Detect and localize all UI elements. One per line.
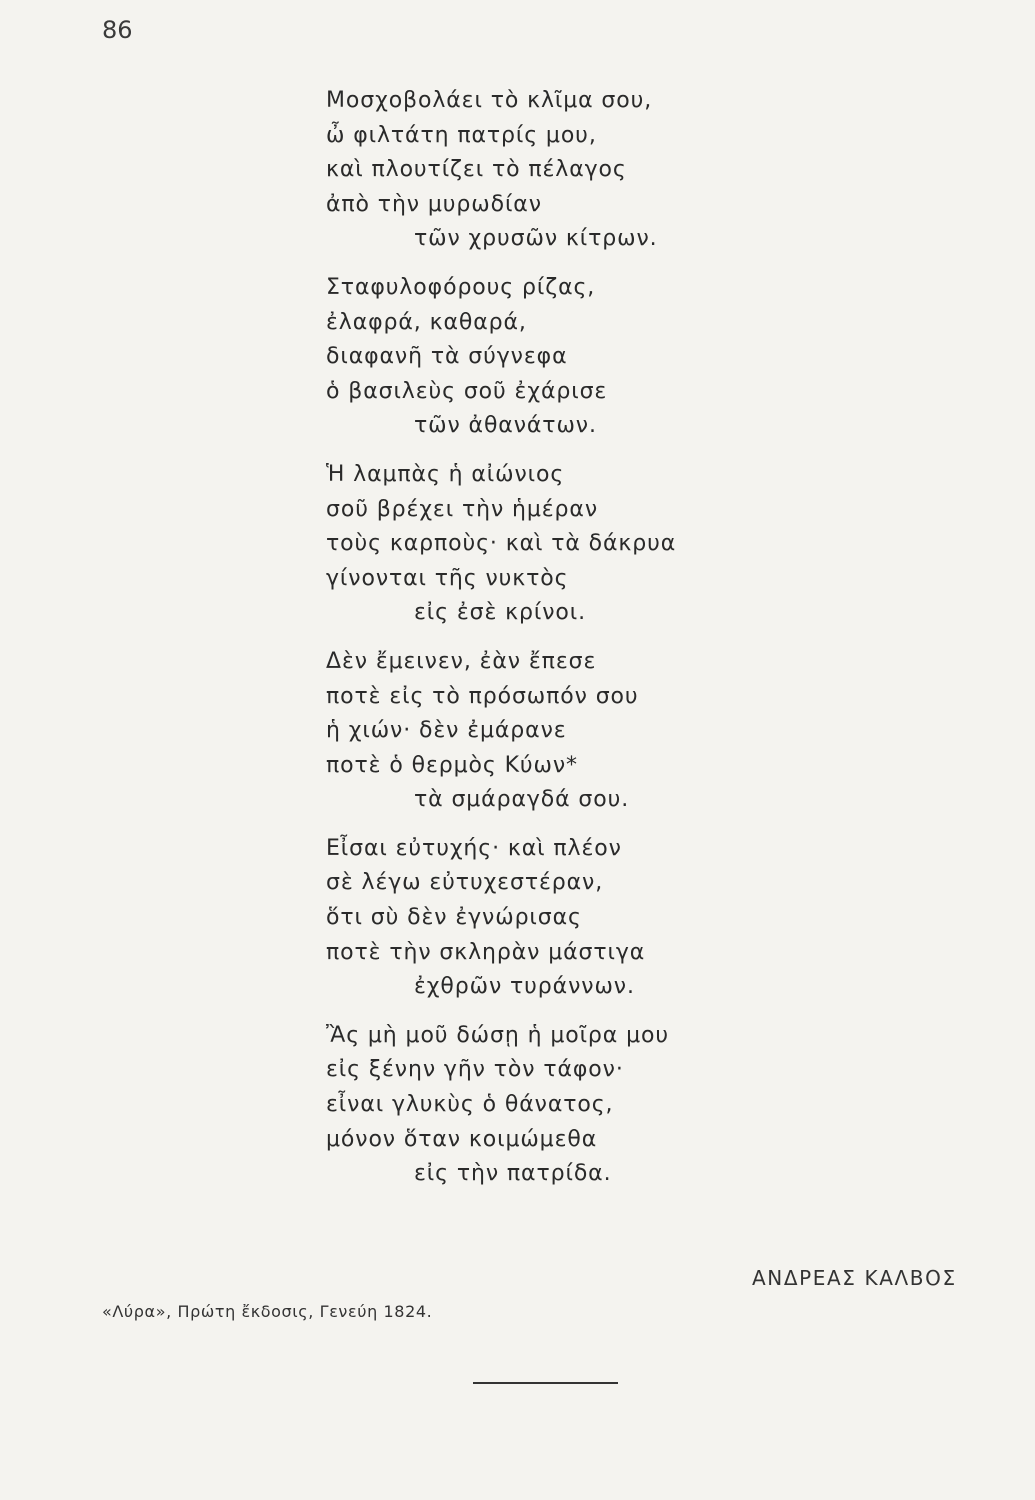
poem-line-refrain: εἰς ἐσὲ κρίνοι. xyxy=(414,600,587,626)
poem-line: σοῦ βρέχει τὴν ἡμέραν xyxy=(326,496,599,522)
poem-line: ἐλαφρά, καθαρά, xyxy=(326,309,527,335)
poem-line: μόνον ὅταν κοιμώμεθα xyxy=(326,1126,598,1152)
poem-line: ὦ φιλτάτη πατρίς μου, xyxy=(326,122,597,148)
stanza xyxy=(326,84,826,257)
poem-line: γίνονται τῆς νυκτὸς xyxy=(326,565,569,591)
poem-line: ὁ βασιλεὺς σοῦ ἐχάρισε xyxy=(326,378,608,404)
poem-line: σὲ λέγω εὐτυχεστέραν, xyxy=(326,870,604,896)
poem-line: τοὺς καρποὺς· καὶ τὰ δάκρυα xyxy=(326,531,677,557)
poem-line-refrain: τῶν ἀθανάτων. xyxy=(414,413,597,439)
poem-line: ἡ χιών· δὲν ἐμάρανε xyxy=(326,718,567,744)
poem-line: ποτὲ ὁ θερμὸς Κύων* xyxy=(326,752,578,778)
poem-line: διαφανῆ τὰ σύγνεφα xyxy=(326,344,568,370)
closing-rule xyxy=(473,1382,618,1384)
author-signature: ΑΝΔΡΕΑΣ ΚΑΛΒΟΣ xyxy=(752,1266,957,1290)
poem-line: Ἂς μὴ μοῦ δώσῃ ἡ μοῖρα μου xyxy=(326,1022,669,1048)
poem-line: ποτὲ τὴν σκληρὰν μάστιγα xyxy=(326,939,646,965)
poem-line: Σταφυλοφόρους ρίζας, xyxy=(326,274,596,300)
poem-line: ὅτι σὺ δὲν ἐγνώρισας xyxy=(326,905,582,931)
poem-line: ἀπὸ τὴν μυρωδίαν xyxy=(326,191,542,217)
poem-line: Εἶσαι εὐτυχής· καὶ πλέον xyxy=(326,835,622,861)
stanza xyxy=(326,1019,826,1192)
stanza xyxy=(326,271,826,444)
poem-line: Ἡ λαμπὰς ἡ αἰώνιος xyxy=(326,461,565,487)
stanza xyxy=(326,645,826,818)
stanza xyxy=(326,458,826,631)
poem xyxy=(326,84,826,1206)
poem-line-refrain: τῶν χρυσῶν κίτρων. xyxy=(414,226,658,252)
poem-line-refrain: ἐχθρῶν τυράννων. xyxy=(414,974,635,1000)
poem-line: Μοσχοβολάει τὸ κλῖμα σου, xyxy=(326,88,653,113)
poem-line: εἰς ξένην γῆν τὸν τάφον· xyxy=(326,1057,624,1083)
page-number: 86 xyxy=(102,16,133,44)
source-citation: «Λύρα», Πρώτη ἔκδοσις, Γενεύη 1824. xyxy=(102,1302,433,1321)
poem-line-refrain: τὰ σμάραγδά σου. xyxy=(414,787,630,813)
poem-line-refrain: εἰς τὴν πατρίδα. xyxy=(414,1161,612,1187)
poem-line: καὶ πλουτίζει τὸ πέλαγος xyxy=(326,157,627,183)
poem-line: εἶναι γλυκὺς ὁ θάνατος, xyxy=(326,1092,614,1118)
poem-line: ποτὲ εἰς τὸ πρόσωπόν σου xyxy=(326,683,639,709)
stanza xyxy=(326,832,826,1005)
poem-line: Δὲν ἔμεινεν, ἐὰν ἔπεσε xyxy=(326,648,597,674)
